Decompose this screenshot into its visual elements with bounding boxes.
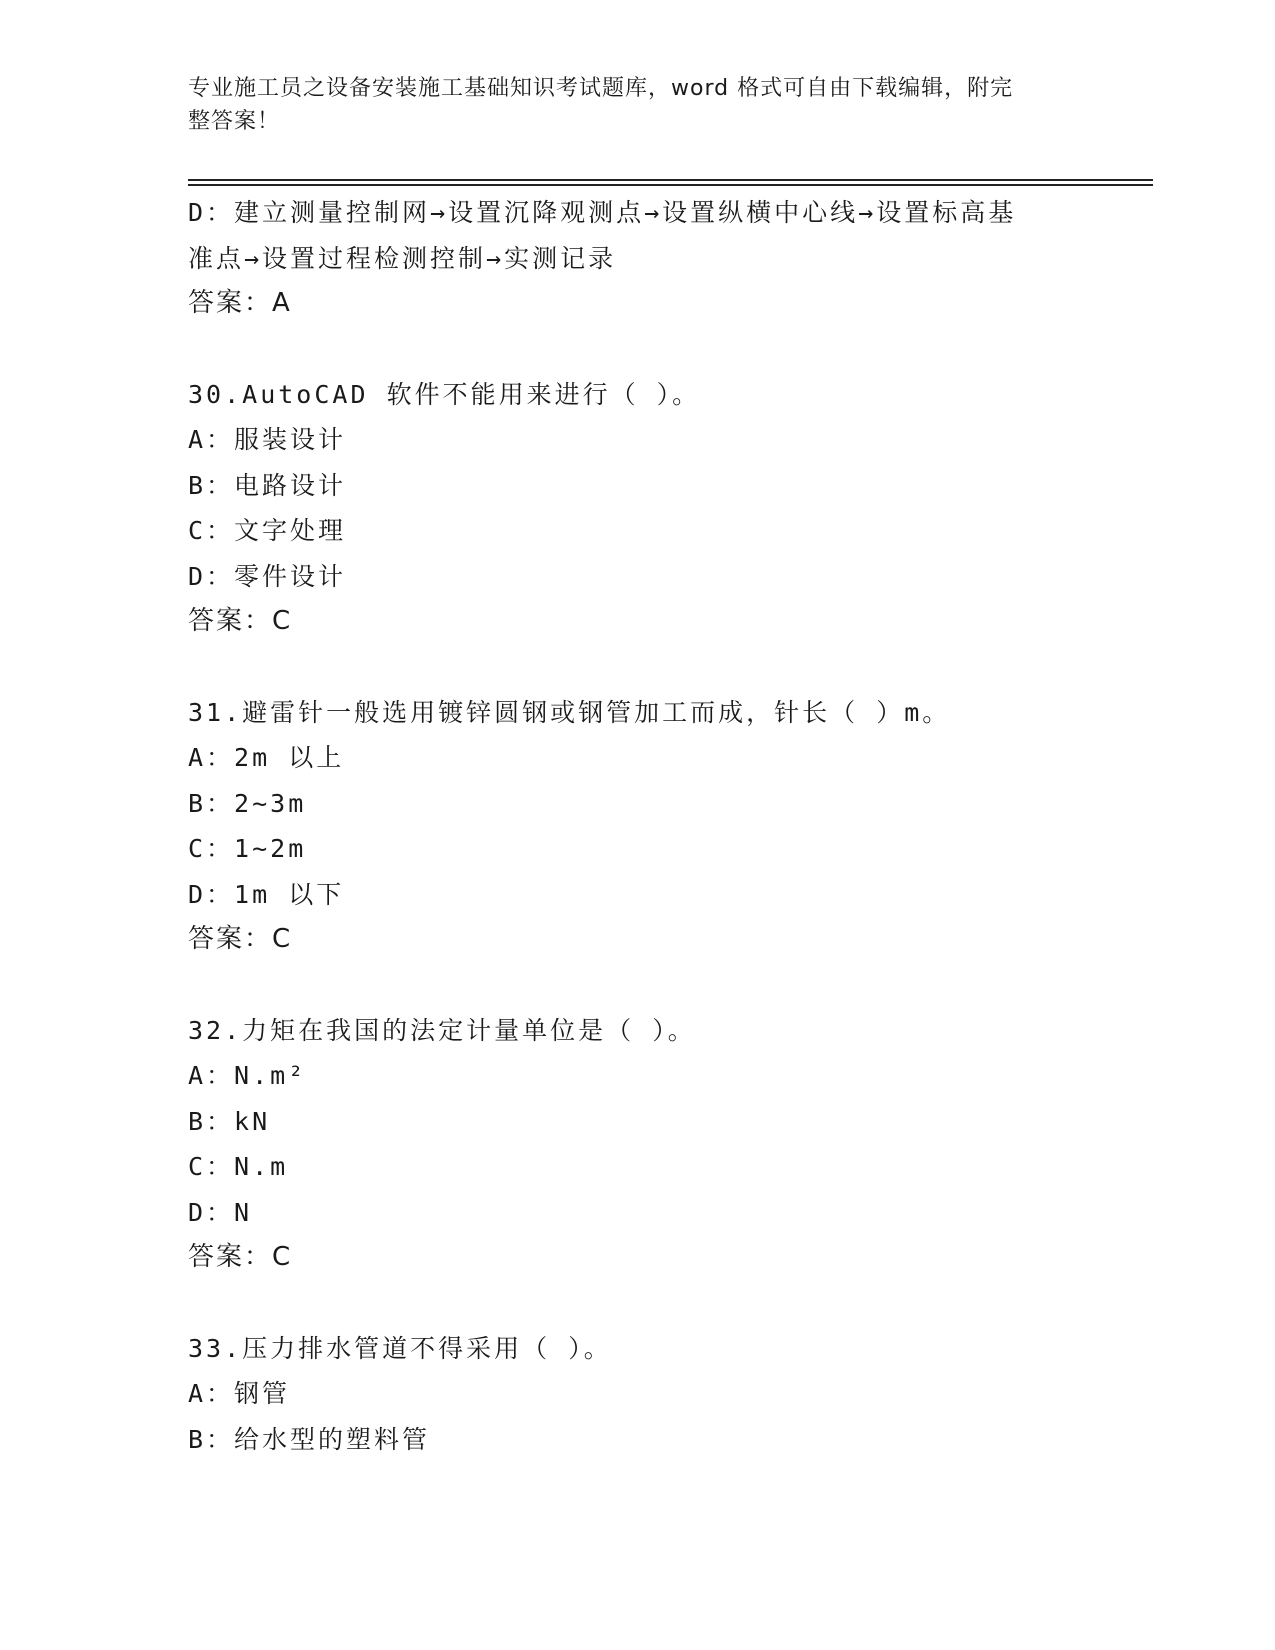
question-list [188, 190, 1088, 1462]
header-line-2: 整答案！ [188, 109, 281, 134]
answer-line: 答案：C [188, 606, 293, 636]
option-c: C：1~2m [188, 834, 307, 863]
answer-line: 答案：A [188, 288, 292, 318]
option-b: B：2~3m [188, 788, 307, 818]
document-header [188, 72, 1088, 138]
option-d: D：1m 以下 [188, 879, 345, 909]
header-divider-top [188, 179, 1153, 181]
header-divider-bottom [188, 184, 1153, 186]
option-d: D：零件设计 [188, 561, 347, 591]
answer-line: 答案：C [188, 924, 293, 954]
option-b: B：电路设计 [188, 470, 347, 500]
option-a: A：服装设计 [188, 425, 347, 454]
option-c: C：文字处理 [188, 516, 347, 545]
question-stem: 31.避雷针一般选用镀锌圆钢或钢管加工而成，针长（ ）m。 [188, 697, 951, 727]
question-30 [188, 372, 1088, 645]
option-a: A：钢管 [188, 1379, 291, 1408]
header-line-1: 专业施工员之设备安装施工基础知识考试题库，word 格式可自由下载编辑，附完 [188, 76, 1014, 101]
question-29-tail [188, 190, 1088, 327]
option-b: B：kN [188, 1106, 271, 1136]
question-32 [188, 1008, 1088, 1281]
option-a: A：N.m² [188, 1061, 307, 1090]
option-d-line-1: D：建立测量控制网→设置沉降观测点→设置纵横中心线→设置标高基 [188, 198, 1017, 227]
question-stem: 33.压力排水管道不得采用（ ）。 [188, 1333, 612, 1363]
option-d-line-2: 准点→设置过程检测控制→实测记录 [188, 243, 617, 273]
question-31 [188, 690, 1088, 963]
option-c: C：N.m [188, 1152, 289, 1181]
question-stem: 30.AutoCAD 软件不能用来进行（ ）。 [188, 379, 701, 409]
option-b: B：给水型的塑料管 [188, 1424, 431, 1454]
answer-line: 答案：C [188, 1242, 293, 1272]
question-stem: 32.力矩在我国的法定计量单位是（ ）。 [188, 1015, 696, 1045]
option-d: D：N [188, 1197, 253, 1227]
option-a: A：2m 以上 [188, 743, 345, 772]
question-33 [188, 1326, 1088, 1463]
